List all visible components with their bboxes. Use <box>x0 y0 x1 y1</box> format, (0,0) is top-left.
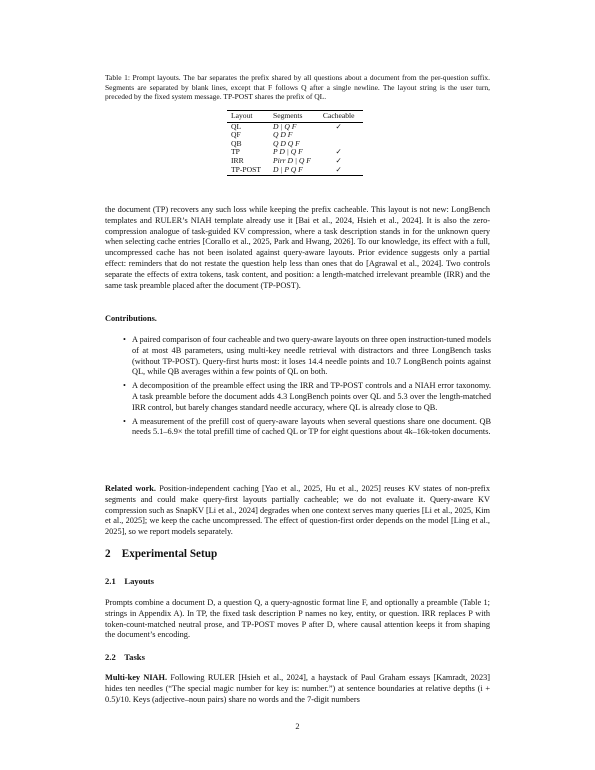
check-icon: ✓ <box>319 166 363 176</box>
contributions-list <box>123 335 491 441</box>
layout-cell: QB <box>231 138 242 148</box>
bullet-icon: • <box>123 416 126 426</box>
related-work-text: Position-independent caching [Yao et al., 2025, Hu et al., 2025] reuses KV states of non-prefix segments and could make query-first layouts partially cacheable; we do not evaluate it. Query-aware KV compression such as SnapKV [Li et al., 2024] degrades when one context serves many queries [Li et al., 2025, Kim et al., 2025]; we keep the cache uncompressed. The effect of question-first order depends on the model [Ling et al., 2025], so we report models separately. <box>105 484 491 537</box>
contributions-heading: Contributions. <box>105 314 157 323</box>
bullet-icon: • <box>123 381 126 391</box>
table-header-row <box>227 111 363 123</box>
contribution-text: A measurement of the prefill cost of query-aware layouts when several questions share one document. QB needs 5.1–6.9× the total prefill time of cached QL or TP for eight questions about 4k–16k-token documents. <box>132 416 491 437</box>
subsection-title: Layouts <box>124 576 154 586</box>
subsection-heading <box>105 652 145 662</box>
subsection-title: Tasks <box>124 652 145 662</box>
segments-cell: D | P Q F <box>269 166 319 176</box>
list-item <box>123 417 491 439</box>
layout-cell: TP <box>231 147 240 157</box>
section-title: Experimental Setup <box>121 548 218 560</box>
segments-cell: P D | Q F <box>272 147 303 157</box>
table-row <box>227 166 363 176</box>
header-segments: Segments <box>269 111 319 123</box>
prompt-layouts-table <box>227 110 363 176</box>
section-number: 2 <box>105 548 111 560</box>
segments-cell: Pirr D | Q F <box>272 155 311 165</box>
layout-cell: QF <box>231 130 241 140</box>
list-item <box>123 381 491 413</box>
table-caption <box>105 73 490 102</box>
layout-cell: QL <box>231 121 242 131</box>
bullet-icon: • <box>123 335 126 344</box>
list-item <box>123 335 491 378</box>
contribution-text: A decomposition of the preamble effect using the IRR and TP-POST controls and a NIAH error taxonomy. A task preamble before the document adds 4.3 LongBench points over QL and 5.3 over the length-matched IRR control, but barely changes standard needle accuracy, where QL is already close to QB. <box>132 381 491 412</box>
contribution-text: A paired comparison of four cacheable and two query-aware layouts on three open instruction-tuned models of at most 4B parameters, using multi-key needle retrieval with distractors and three LongBench tasks (without TP-POST). Query-first hurts most: it loses 14.4 needle points and 10.7 LongBench points against QL, while QB averages within a few points of QL on both. <box>132 335 491 377</box>
segments-cell: Q D Q F <box>272 138 300 148</box>
niah-text: Following RULER [Hsieh et al., 2024], a haystack of Paul Graham essays [Kamradt, 2023] hides ten needles (“The special magic number for key is: number.”) at sentence boundaries at relative depths (i + 0.5)/10. Keys (adjective–noun pairs) share no words and the 7-digit numbers <box>105 673 491 704</box>
related-work-paragraph <box>105 484 490 538</box>
check-icon: ✓ <box>335 147 342 157</box>
segments-cell: Q D F <box>272 130 293 140</box>
layout-cell: IRR <box>231 155 244 165</box>
subsection-number: 2.2 <box>105 652 116 662</box>
cacheable-cell <box>319 131 363 140</box>
intro-paragraph: the document (TP) recovers any such loss while keeping the prefix cacheable. This layout is not new: LongBench templates and RULER’s NIAH template already use it [Bai et al., 2024, Hsieh et al., 2024]. It is also the zero-compression analogue of task-guided KV compression, where a task description stands in for the unknown query when selecting cache entries [Corallo et al., 2025, Park and Hwang, 2026]. To our knowledge, its effect with a full, uncompressed cache has not been isolated against query-aware layouts. Prior evidence suggests only a partial effect: reminders that do not restate the question help less than ones that do [Agrawal et al., 2024]. Two controls separate the effects of extra tokens, task content, and position: a length-matched irrelevant preamble (IRR) and the same task preamble placed after the document (TP-POST). <box>105 205 490 290</box>
subsection-heading <box>105 576 154 586</box>
segments-cell: D | Q F <box>272 121 297 131</box>
caption-text: Prompt layouts. The bar separates the prefix shared by all questions about a document from the per-question suffix. Segments are separated by blank lines, except that F follows Q after a single newline. The layout string is the user turn, preceded by the fixed system message. TP-POST shares the prefix of QL. <box>105 73 490 102</box>
header-cacheable: Cacheable <box>319 111 363 123</box>
check-icon: ✓ <box>335 121 342 131</box>
related-work-heading: Related work. <box>105 484 156 493</box>
page-number: 2 <box>295 722 300 731</box>
header-layout: Layout <box>227 111 269 123</box>
check-icon: ✓ <box>335 155 342 165</box>
table-row <box>227 122 363 131</box>
tasks-paragraph <box>105 673 490 705</box>
subsection-number: 2.1 <box>105 576 116 586</box>
niah-heading: Multi-key NIAH. <box>105 673 168 682</box>
layout-cell: TP-POST <box>227 166 269 176</box>
caption-label: Table 1: <box>105 73 130 82</box>
section-heading <box>105 548 217 560</box>
layouts-paragraph: Prompts combine a document D, a question Q, a query-agnostic format line F, and optionally a preamble (Table 1; strings in Appendix A). In TP, the fixed task description P names no key, entity, or question. IRR replaces P with token-count-matched neutral prose, and TP-POST moves P after D, where causal attention keeps it from shaping the document’s encoding. <box>105 598 490 640</box>
